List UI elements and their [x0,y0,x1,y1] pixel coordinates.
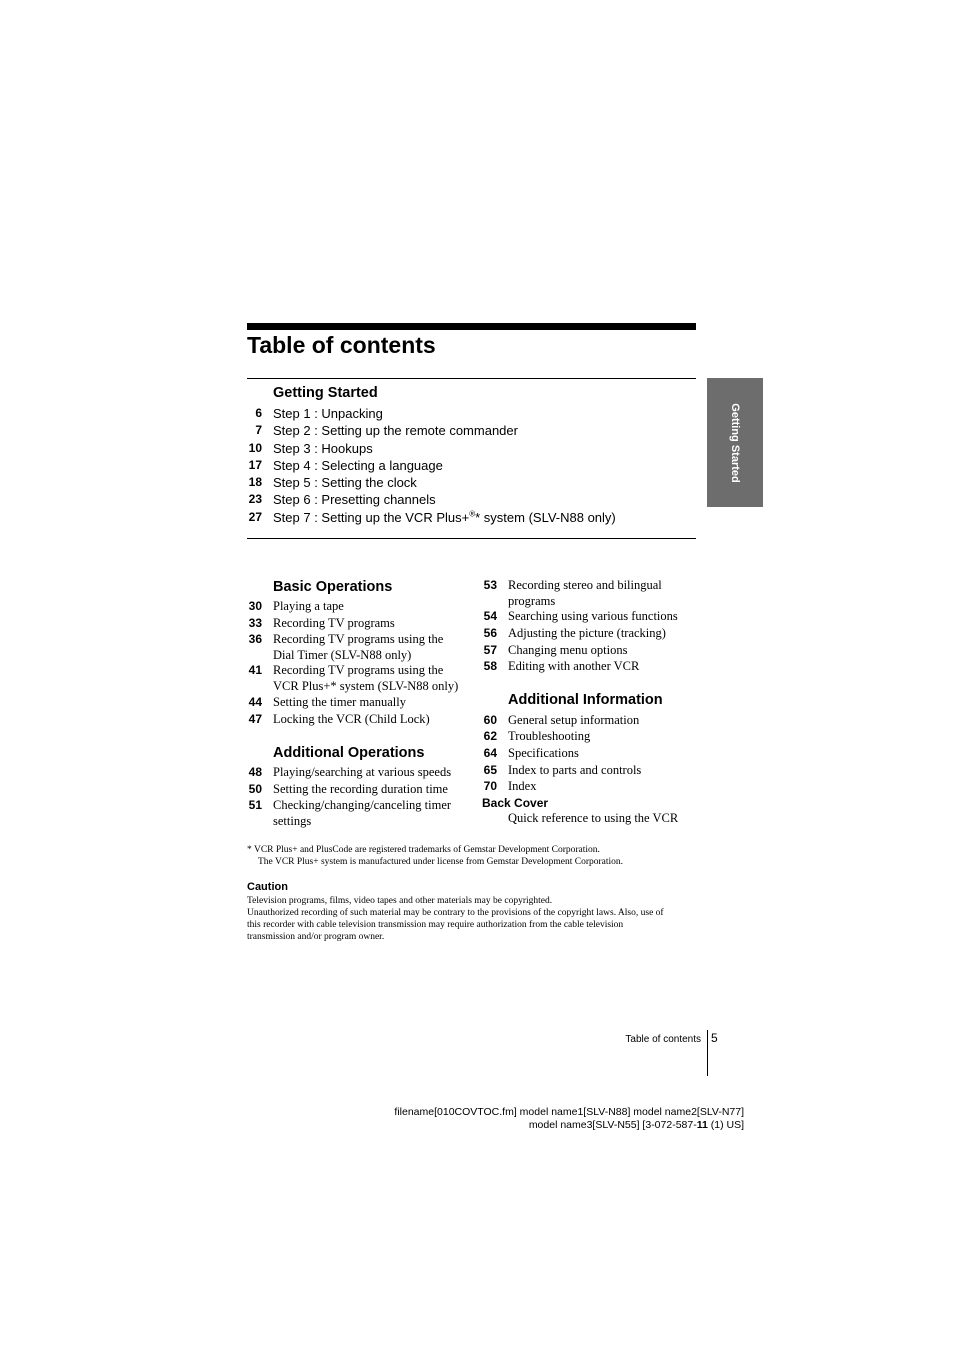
toc-entry-text: Index [508,779,537,793]
toc-entry-text: Specifications [508,746,579,760]
toc-page-number: 58 [483,659,497,673]
toc-page-number: 65 [483,763,497,777]
toc-entry[interactable] [483,626,698,642]
toc-page-number: 30 [248,599,262,613]
toc-entry[interactable] [248,712,463,728]
section-divider-bottom [247,538,696,539]
toc-page-number: 44 [248,695,262,709]
caution-line: this recorder with cable television transmission may require authorization from the cable television [247,920,624,930]
toc-page-number: 53 [483,578,497,592]
toc-entry[interactable] [483,729,698,745]
additional-information-heading: Additional Information [508,692,663,708]
toc-page-number: 51 [248,798,262,812]
toc-entry[interactable] [248,599,463,615]
footnote-line: The VCR Plus+ system is manufactured under license from Gemstar Development Corporation. [258,857,624,867]
toc-entry[interactable] [483,609,698,625]
toc-entry-text: Locking the VCR (Child Lock) [273,712,430,726]
toc-entry[interactable] [248,765,468,781]
title-bar [247,323,696,330]
toc-entry-text: Searching using various functions [508,609,678,623]
toc-entry-text: Recording TV programs using the Dial Timer (SLV-N88 only) [273,632,444,662]
running-footer-label: Table of contents [625,1034,701,1045]
toc-page-number: 60 [483,713,497,727]
toc-entry-text: Adjusting the picture (tracking) [508,626,666,640]
toc-entry-text: Checking/changing/canceling timer settings [273,798,452,828]
toc-entry-text: Step 3 : Hookups [273,441,373,456]
toc-entry-text: Changing menu options [508,643,628,657]
toc-entry-text: Editing with another VCR [508,659,640,673]
toc-entry-text: Step 1 : Unpacking [273,406,383,421]
toc-entry[interactable] [248,491,693,509]
toc-entry-text: Step 5 : Setting the clock [273,475,417,490]
caution-line: Unauthorized recording of such material may be contrary to the provisions of the copyright laws. Also, use of [247,908,664,918]
toc-entry[interactable] [483,779,698,795]
toc-entry[interactable] [248,782,468,798]
toc-entry[interactable] [483,713,698,729]
file-info-line: model name3[SLV-N55] [3-072-587-11 (1) US] [528,1119,744,1131]
toc-page-number: 10 [248,441,262,455]
toc-entry[interactable] [483,746,698,762]
toc-page-number: 33 [248,616,262,630]
toc-page-number: 62 [483,729,497,743]
toc-entry[interactable] [483,659,698,675]
toc-entry[interactable] [483,763,698,779]
toc-page-number: 64 [483,746,497,760]
toc-entry-text: Recording TV programs using the VCR Plus+* system (SLV-N88 only) [273,663,459,693]
toc-entry[interactable] [248,798,468,829]
footer-divider [707,1030,708,1076]
side-tab [707,378,763,507]
toc-page-number: 7 [255,423,262,437]
additional-operations-heading: Additional Operations [273,745,425,761]
toc-page-number: 48 [248,765,262,779]
toc-entry-text: Step 6 : Presetting channels [273,492,436,507]
toc-entry-text: Index to parts and controls [508,763,642,777]
toc-page-number: 47 [248,712,262,726]
toc-entry[interactable] [248,616,463,632]
section-divider-top [247,378,696,379]
toc-entry[interactable] [248,509,693,527]
toc-page-number: 27 [248,510,262,524]
back-cover-text[interactable]: Quick reference to using the VCR [508,811,679,825]
toc-entry-text: Recording TV programs [273,616,395,630]
toc-page-number: 57 [483,643,497,657]
trademark-footnote [247,844,707,868]
toc-entry[interactable] [255,405,693,423]
toc-page-number: 70 [483,779,497,793]
toc-entry[interactable] [248,632,453,663]
toc-entry-text: Playing/searching at various speeds [273,765,452,779]
toc-entry-text: Step 7 : Setting up the VCR Plus+®* system (SLV-N88 only) [273,509,616,525]
toc-page-number: 54 [483,609,497,623]
toc-entry[interactable] [248,440,693,458]
caution-line: Television programs, films, video tapes and other materials may be copyrighted. [247,896,553,906]
toc-page-number: 23 [248,492,262,506]
side-tab-label: Getting Started [729,402,741,483]
toc-page-number: 56 [483,626,497,640]
caution-line: transmission and/or program owner. [247,932,385,942]
toc-entry-text: Troubleshooting [508,729,591,743]
page-title: Table of contents [247,332,436,358]
file-info-line: filename[010COVTOC.fm] model name1[SLV-N88] model name2[SLV-N77] [394,1106,744,1118]
toc-entry-text: Recording stereo and bilingual programs [508,578,662,608]
toc-page-number: 18 [248,475,262,489]
caution-heading: Caution [247,881,288,893]
toc-entry-text: Setting the timer manually [273,695,406,709]
footnote-line: * VCR Plus+ and PlusCode are registered trademarks of Gemstar Development Corporation. [247,845,600,855]
toc-entry[interactable] [483,643,698,659]
registered-mark: ® [469,509,476,519]
toc-page-number: 50 [248,782,262,796]
toc-entry[interactable] [248,695,463,711]
toc-entry-text: Playing a tape [273,599,344,613]
toc-entry-text: Setting the recording duration time [273,782,448,796]
toc-entry-text: General setup information [508,713,640,727]
toc-entry[interactable] [483,578,688,609]
page-number: 5 [711,1031,718,1045]
caution-text [247,895,707,943]
toc-entry-text: Step 4 : Selecting a language [273,458,443,473]
toc-page-number: 36 [248,632,262,646]
toc-entry[interactable] [255,422,693,440]
toc-page-number: 41 [248,663,262,677]
toc-page-number: 17 [248,458,262,472]
basic-operations-heading: Basic Operations [273,579,393,595]
toc-entry[interactable] [248,474,693,492]
toc-page-number: 6 [255,406,262,420]
toc-entry[interactable] [248,663,468,694]
toc-entry[interactable] [248,457,693,475]
file-info [380,1106,744,1132]
getting-started-heading: Getting Started [273,385,378,401]
toc-entry-text: Step 2 : Setting up the remote commander [273,423,518,438]
back-cover-heading: Back Cover [482,796,549,810]
